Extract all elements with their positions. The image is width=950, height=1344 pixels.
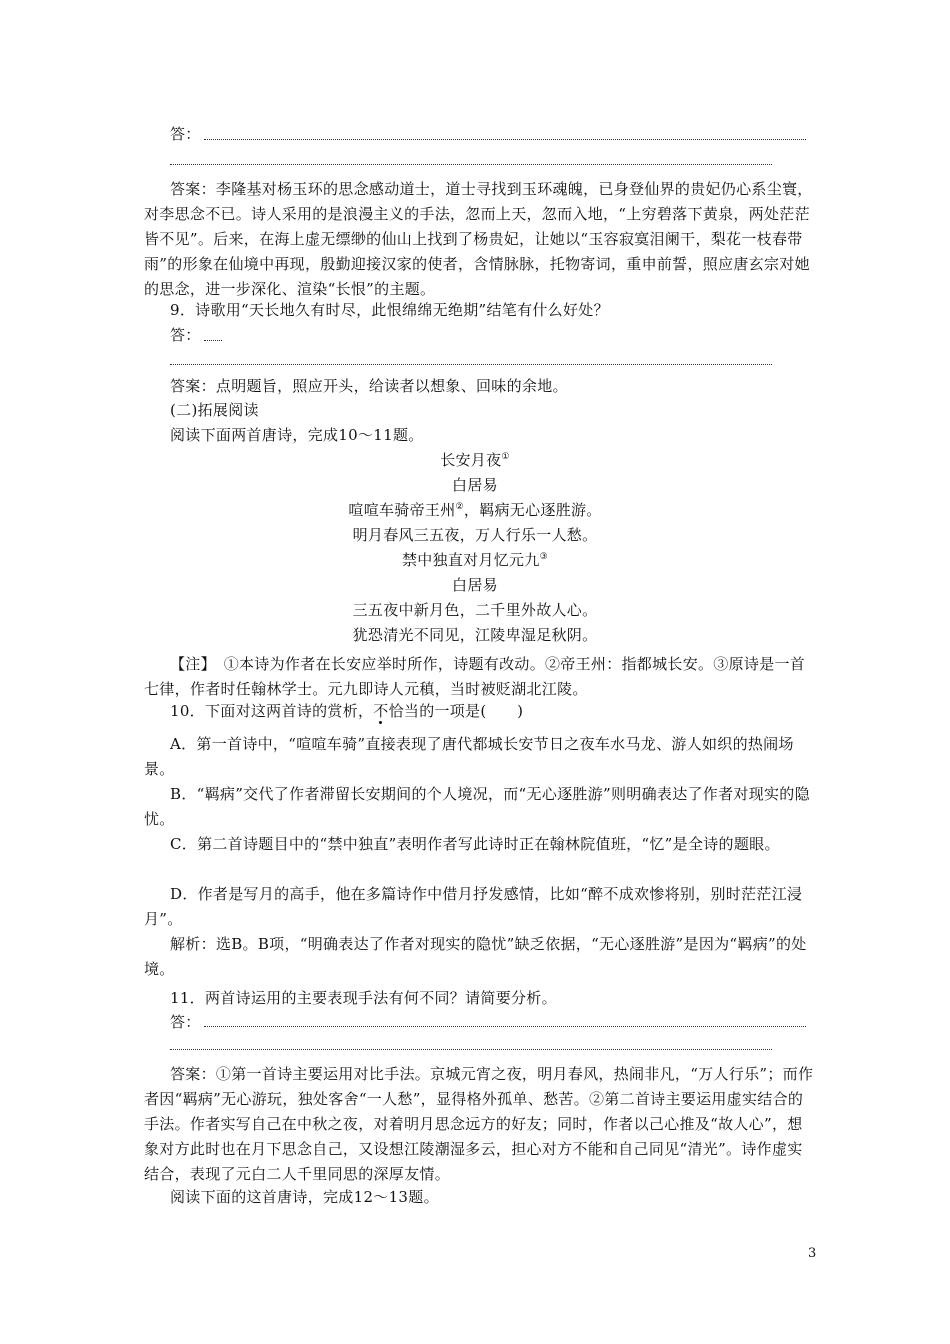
answer-label: 答： <box>170 125 201 143</box>
poem-title: 禁中独直对月忆元九③ <box>401 551 549 569</box>
answer-label: 答： <box>170 326 201 344</box>
poem-notes: 【注】 ①本诗为作者在长安应举时所作，诗题有改动。②帝王州：指都城长安。③原诗是一首七律，作者时任翰林学士。元九即诗人元稹，当时被贬湖北江陵。 <box>144 655 806 698</box>
question-9: 9．诗歌用“天长地久有时尽，此恨绵绵无绝期”结笔有什么好处？ <box>170 301 609 319</box>
poem-line: 三五夜中新月色，二千里外故人心。 <box>352 601 598 619</box>
answer-blank-line <box>204 340 222 341</box>
option-c: C．第二首诗题目中的“禁中独直”表明作者写此诗时正在翰林院值班，“忆”是全诗的题眼。 <box>170 835 780 853</box>
answer-blank-line <box>170 164 772 165</box>
analysis-10: 解析：选B。B项，“明确表达了作者对现实的隐忧”缺乏依据，“无心逐胜游”是因为“羁病”的处境。 <box>144 935 807 978</box>
reading-instruction: 阅读下面两首唐诗，完成10～11题。 <box>170 426 424 444</box>
reading-instruction: 阅读下面的这首唐诗，完成12～13题。 <box>170 1188 439 1206</box>
answer-11: 答案：①第一首诗主要运用对比手法。京城元宵之夜，明月春风，热闹非凡，“万人行乐”；而作者因“羁病”无心游玩，独处客舍“一人愁”，显得格外孤单、愁苦。②第二首诗主要运用虚实结合的手法。作者实写自己在中秋之夜，对着明月思念远方的好友；同时，作者以己心推及“故人心”，想象对方此时也在月下思念自己，又设想江陵潮湿多云，担心对方不能和自己同见“清光”。诗作虚实结合，表现了元白二人千里同思的深厚友情。 <box>144 1065 814 1183</box>
question-11: 11．两首诗运用的主要表现手法有何不同？请简要分析。 <box>170 989 557 1007</box>
answer-blank-line <box>204 1026 806 1027</box>
poem-author: 白居易 <box>452 476 498 494</box>
question-10: 10．下面对这两首诗的赏析，不恰当的一项是( ) <box>170 702 524 720</box>
answer-paragraph: 答案：李隆基对杨玉环的思念感动道士，道士寻找到玉环魂魄，已身登仙界的贵妃仍心系尘寰，对李思念不已。诗人采用的是浪漫主义的手法，忽而上天，忽而入地，“上穷碧落下黄泉，两处茫茫皆不见”。后来，在海上虚无缥缈的仙山上找到了杨贵妃，让她以“玉容寂寞泪阑干，梨花一枝春带雨”的形象在仙境中再现，殷勤迎接汉家的使者，含情脉脉，托物寄词，重申前誓，照应唐玄宗对她的思念，进一步深化、渲染“长恨”的主题。 <box>144 180 813 298</box>
option-a: A．第一首诗中，“喧喧车骑”直接表现了唐代都城长安节日之夜车水马龙、游人如织的热闹场景。 <box>144 735 794 778</box>
option-b: B．“羁病”交代了作者滞留长安期间的个人境况，而“无心逐胜游”则明确表达了作者对现实的隐忧。 <box>144 785 810 828</box>
poem-author: 白居易 <box>452 576 498 594</box>
page-number: 3 <box>808 1246 817 1261</box>
poem-line: 犹恐清光不同见，江陵卑湿足秋阴。 <box>352 626 598 644</box>
answer-9: 答案：点明题旨，照应开头，给读者以想象、回味的余地。 <box>170 377 568 395</box>
poem-line: 喧喧车骑帝王州②，羁病无心逐胜游。 <box>348 501 602 519</box>
answer-label: 答： <box>170 1013 201 1031</box>
option-d: D．作者是写月的高手，他在多篇诗作中借月抒发感情，比如“醉不成欢惨将别，别时茫茫江浸月”。 <box>144 885 803 928</box>
poem-line: 明月春风三五夜，万人行乐一人愁。 <box>352 526 598 544</box>
poem-title: 长安月夜① <box>440 451 510 469</box>
answer-blank-line <box>204 139 806 140</box>
section-heading: (二)拓展阅读 <box>170 401 259 419</box>
answer-blank-line <box>170 1049 772 1050</box>
answer-blank-line <box>170 364 772 365</box>
